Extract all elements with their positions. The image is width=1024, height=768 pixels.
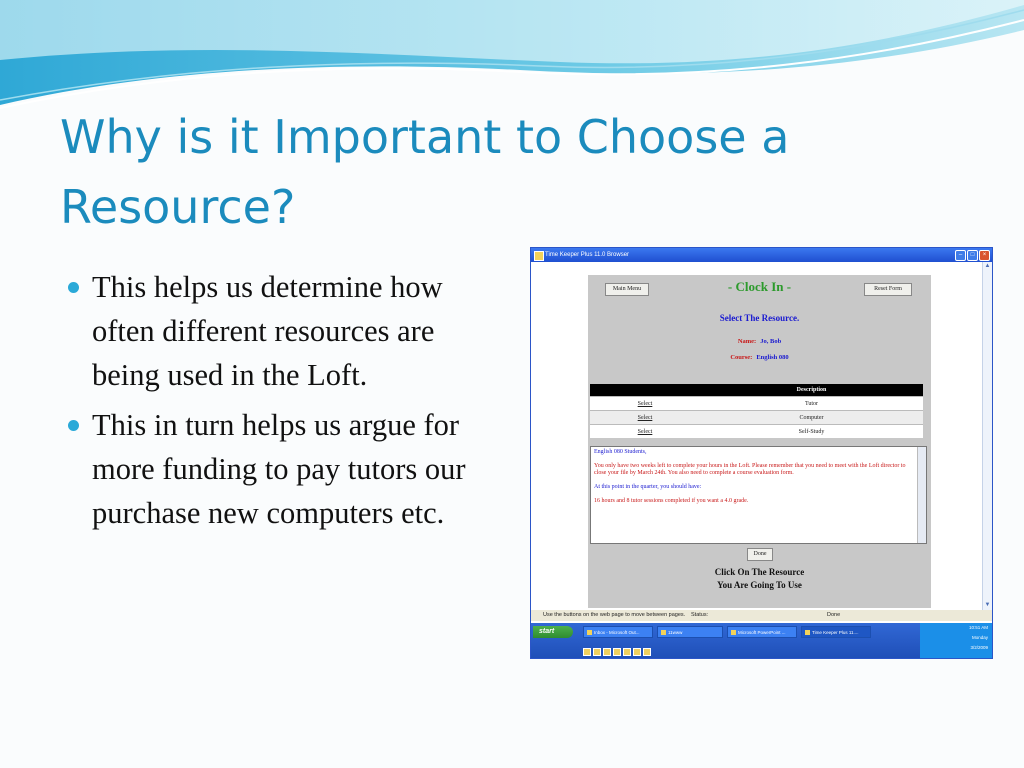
course-label: Course: (730, 354, 753, 361)
course-row (588, 354, 931, 361)
status-text: Use the buttons on the web page to move between pages. (543, 612, 686, 618)
bullet-dot-icon (68, 420, 79, 431)
select-resource-heading: Select The Resource. (719, 313, 800, 323)
name-row (588, 338, 931, 345)
bullet-list (68, 265, 498, 541)
course-value: English 080 (756, 354, 789, 361)
minimize-icon[interactable]: – (955, 250, 966, 261)
table-cell: Tutor (700, 397, 923, 411)
taskbar-item[interactable]: 11www (657, 626, 723, 638)
resource-table (590, 384, 923, 438)
clock-in-form (588, 275, 931, 608)
main-menu-button[interactable]: Main Menu (605, 283, 649, 296)
taskbar-item-active[interactable]: Time Keeper Plus 11.... (801, 626, 871, 638)
select-link-computer[interactable]: Select (590, 411, 700, 425)
quick-launch-icon[interactable] (613, 648, 621, 656)
message-paragraph: At this point in the quarter, you should have: (594, 484, 702, 490)
window-titlebar (531, 248, 992, 262)
reset-form-button[interactable]: Reset Form (864, 283, 912, 296)
browser-scrollbar[interactable] (982, 262, 992, 610)
message-greeting: English 080 Students, (594, 449, 647, 455)
powerpoint-icon (731, 630, 736, 635)
status-label: Status: (691, 612, 709, 618)
bullet-dot-icon (68, 282, 79, 293)
clock-day: Monday (971, 635, 988, 640)
quick-launch-icons (583, 643, 653, 651)
maximize-icon[interactable]: □ (967, 250, 978, 261)
taskbar-item[interactable]: Inbox - Microsoft Out... (583, 626, 653, 638)
status-value: Done (827, 612, 841, 618)
window-title: Time Keeper Plus 11.0 Browser (545, 252, 630, 258)
bullet-text: This helps us determine how often different resources are being used in the Loft. (92, 270, 443, 392)
table-header: Description (700, 384, 923, 397)
name-label: Name: (737, 338, 757, 345)
bullet-item (68, 403, 498, 535)
app-icon (534, 251, 544, 261)
table-row (590, 411, 923, 425)
scroll-down-icon[interactable]: ▼ (984, 602, 991, 608)
bullet-item (68, 265, 498, 397)
outlook-icon (587, 630, 592, 635)
table-row (590, 425, 923, 439)
table-row (590, 397, 923, 411)
clock-date: 3/2/2009 (970, 645, 988, 650)
table-cell: Self-Study (700, 425, 923, 439)
quick-launch-icon[interactable] (593, 648, 601, 656)
select-link-tutor[interactable]: Select (590, 397, 700, 411)
status-bar (531, 610, 992, 621)
table-cell: Computer (700, 411, 923, 425)
message-paragraph: 16 hours and 8 tutor sessions completed if you want a 4.0 grade. (594, 498, 749, 504)
table-header-row (590, 384, 923, 397)
instruction-line: Click On The Resource (714, 567, 805, 577)
quick-launch-icon[interactable] (633, 648, 641, 656)
bullet-text: This in turn helps us argue for more funding to pay tutors our purchase new computers etc. (92, 408, 466, 530)
quick-launch-icon[interactable] (583, 648, 591, 656)
select-link-self-study[interactable]: Select (590, 425, 700, 439)
start-button[interactable]: start (533, 626, 573, 638)
instruction-line: You Are Going To Use (717, 580, 802, 590)
quick-launch-icon[interactable] (603, 648, 611, 656)
quick-launch-icon[interactable] (623, 648, 631, 656)
system-tray (920, 623, 992, 658)
taskbar-item[interactable]: Microsoft PowerPoint ... (727, 626, 797, 638)
quick-launch-icon[interactable] (643, 648, 651, 656)
header-wave-decoration (0, 0, 1024, 110)
browser-content (531, 262, 983, 610)
message-textarea[interactable] (590, 446, 927, 544)
scroll-up-icon[interactable]: ▲ (984, 263, 991, 269)
message-paragraph: You only have two weeks left to complete your hours in the Loft. Please remember that you need to meet with the Loft director to close your file by March 24th. You also need to complete a course evaluation form. (594, 463, 906, 476)
folder-icon (661, 630, 666, 635)
done-button[interactable]: Done (747, 548, 773, 561)
embedded-screenshot (530, 247, 993, 659)
close-icon[interactable]: × (979, 250, 990, 261)
clock-time: 10:51 AM (968, 625, 988, 630)
taskbar (531, 623, 992, 658)
timekeeper-icon (805, 630, 810, 635)
message-scrollbar[interactable] (917, 447, 926, 543)
clock-in-heading: - Clock In - (727, 279, 792, 294)
slide-title: Why is it Important to Choose a Resource? (60, 110, 790, 234)
instruction-text (588, 566, 931, 592)
table-header (590, 384, 700, 397)
name-value: Jo, Bob (760, 338, 782, 345)
